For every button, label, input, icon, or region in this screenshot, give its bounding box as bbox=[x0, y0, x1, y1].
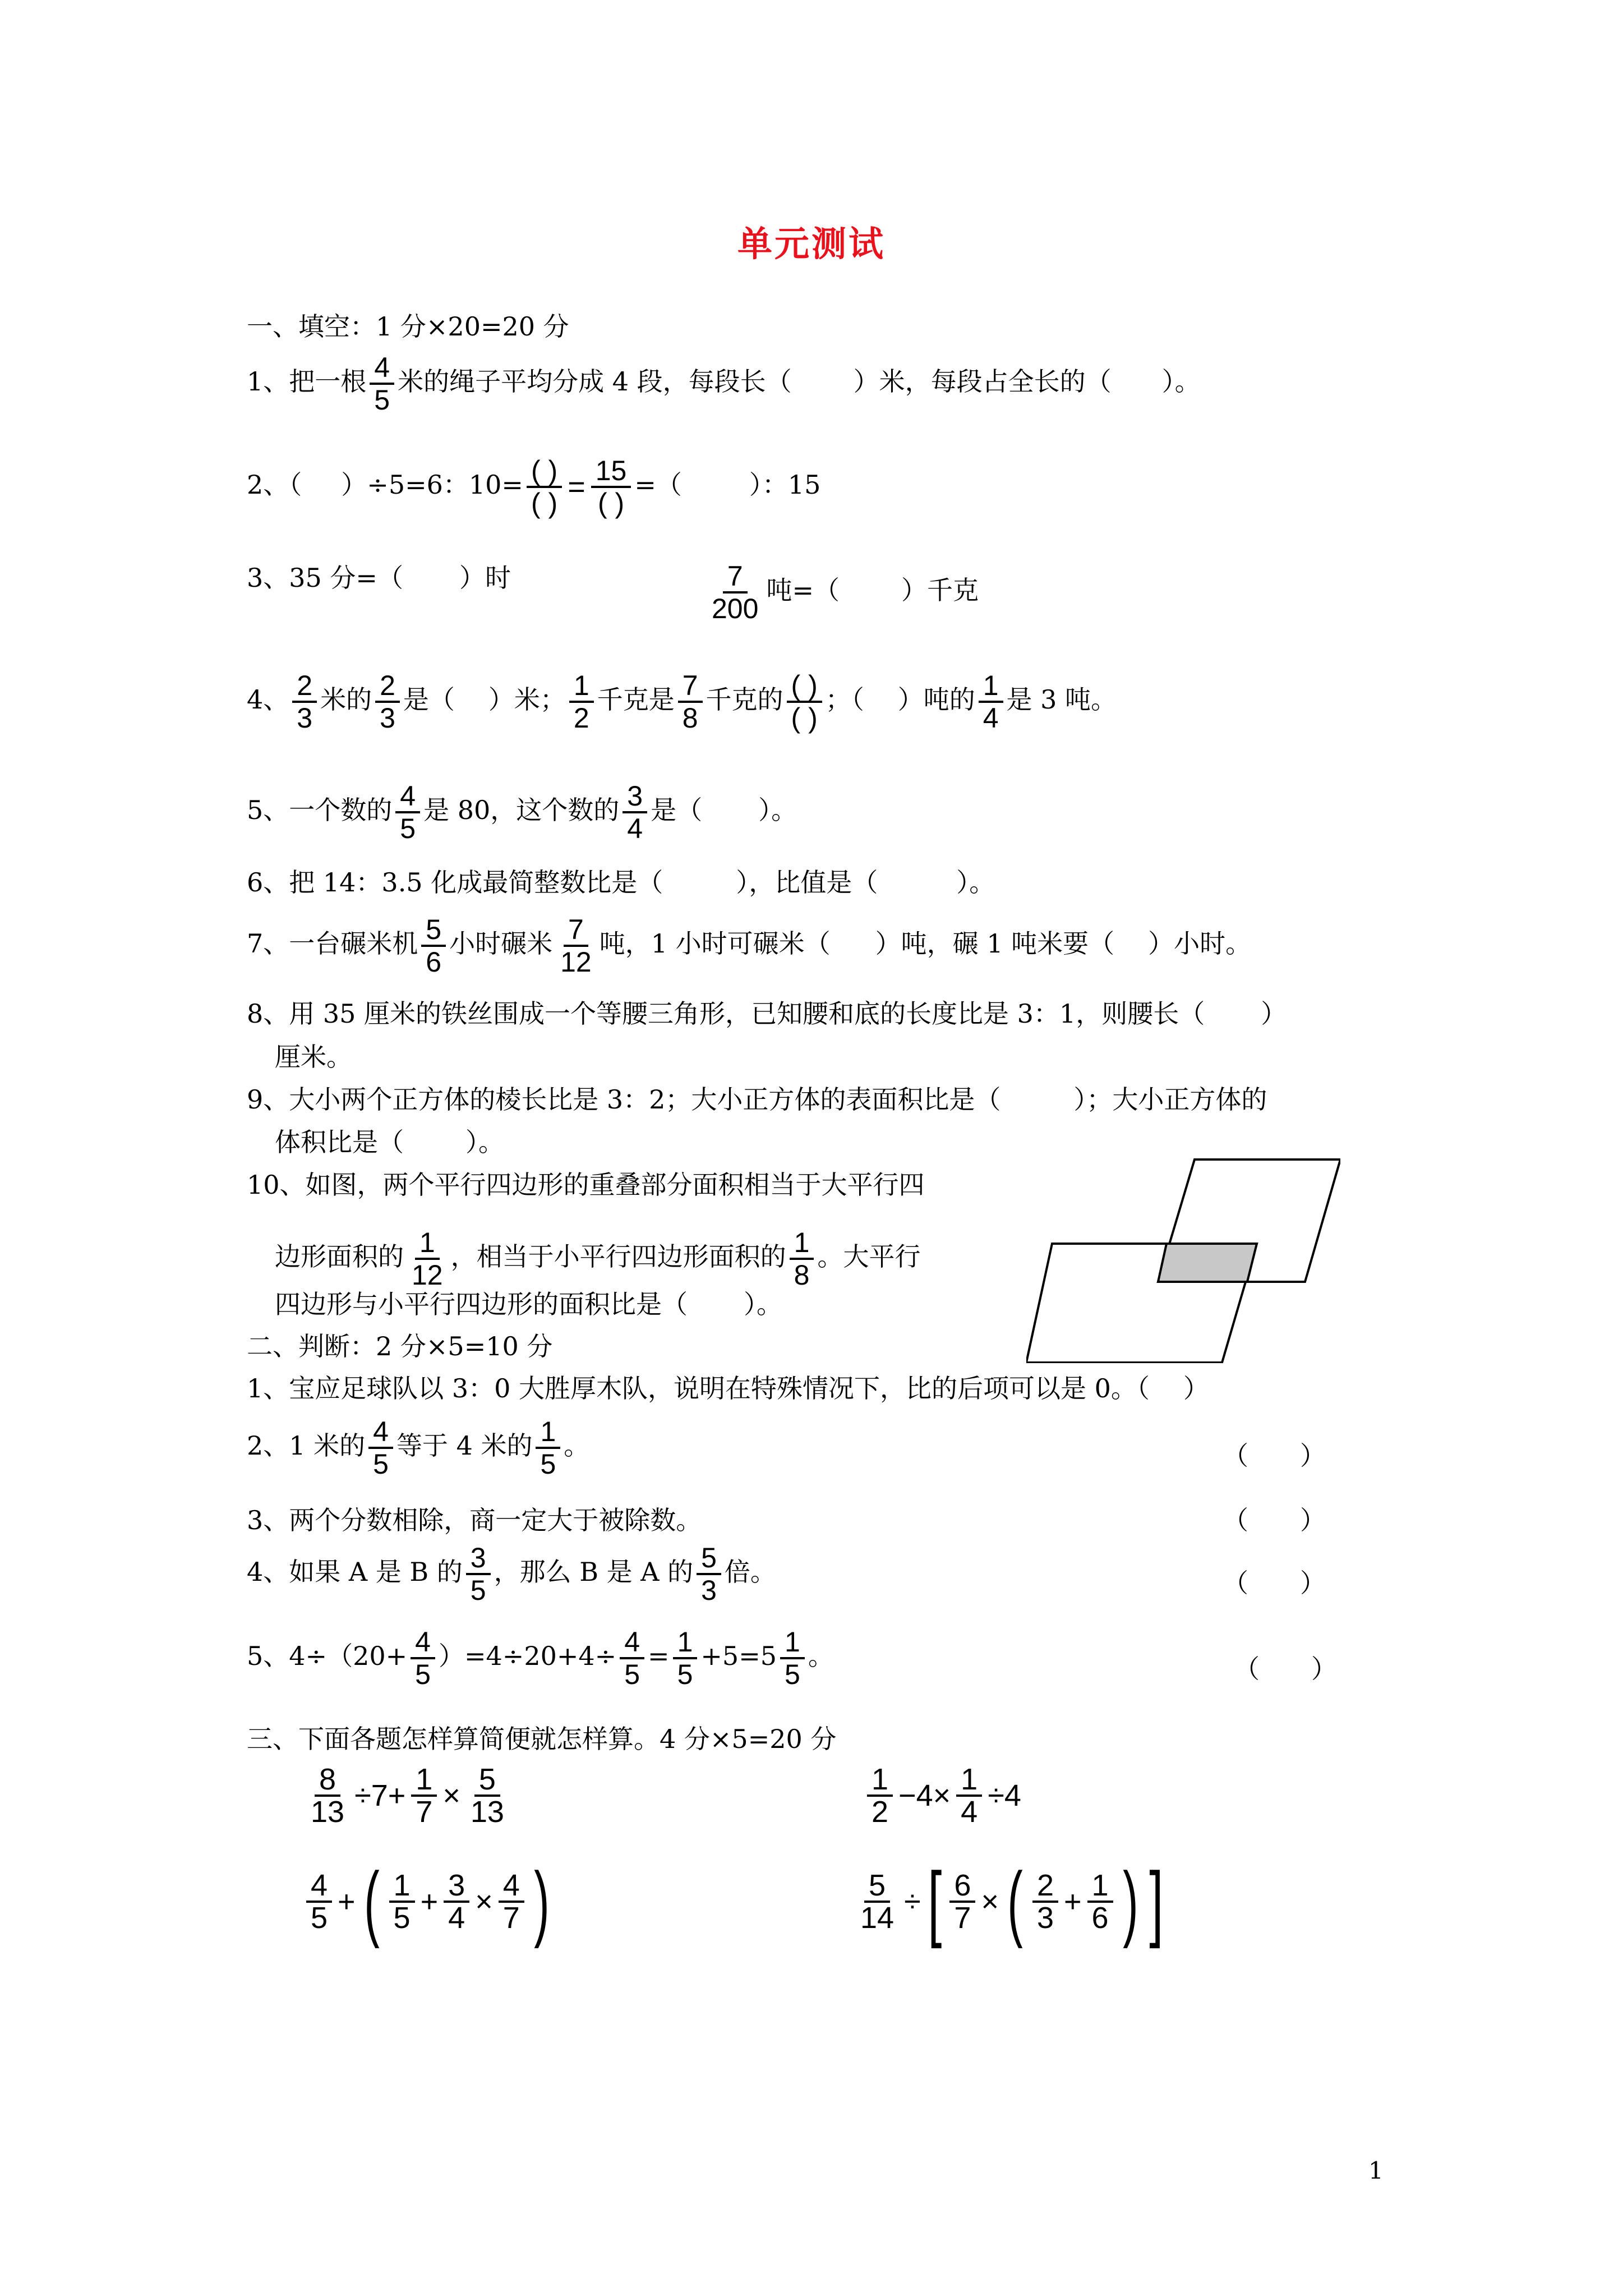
page-number: 1 bbox=[1368, 2157, 1384, 2184]
question-1-10-line2: 边形面积的 $\frac{1}{12}$ ，相当于小平行四边形面积的 $\frac{1}{8}$ 。大平行 bbox=[275, 1227, 921, 1291]
fraction: $\frac{5}{6}$ bbox=[421, 914, 446, 977]
expression-2: $\frac{1}{2}$ −4× $\frac{1}{4}$ ÷4 bbox=[864, 1764, 1023, 1827]
fraction: ( ) ( ) bbox=[787, 670, 822, 733]
section-3-heading: 三、下面各题怎样算简便就怎样算。4 分×5=20 分 bbox=[247, 1724, 837, 1754]
judgment-3-answer[interactable]: （ ） bbox=[1223, 1505, 1326, 1535]
fraction: $\frac{1}{2}$ bbox=[569, 670, 594, 733]
fraction: $\frac{5}{3}$ bbox=[697, 1543, 721, 1605]
fraction: 15 ( ) bbox=[591, 455, 631, 518]
question-1-9: 9、大小两个正方体的棱长比是 3：2；大小正方体的表面积比是（ ）；大小正方体的 bbox=[247, 1084, 1267, 1115]
question-1-1: 1、把一根 $\frac{4}{5}$ 米的绳子平均分成 4 段，每段长（ ）米，每段占全长的（ ）。 bbox=[247, 352, 1201, 416]
question-1-3: 3、35 分=（ ）时 bbox=[247, 563, 511, 593]
question-1-10: 10、如图，两个平行四边形的重叠部分面积相当于大平行四 bbox=[247, 1170, 925, 1200]
judgment-5-answer[interactable]: （ ） bbox=[1234, 1654, 1337, 1684]
expression-1: $\frac{8}{13}$ ÷7+ $\frac{1}{7}$ × $\frac{5}{13}$ bbox=[311, 1763, 504, 1829]
overlap-region bbox=[1158, 1244, 1257, 1282]
fraction: $\frac{4}{5}$ bbox=[395, 781, 420, 844]
judgment-4-answer[interactable]: （ ） bbox=[1223, 1568, 1326, 1598]
fraction: $\frac{4}{5}$ bbox=[411, 1627, 435, 1690]
question-1-5: 5、一个数的 $\frac{4}{5}$ 是 80，这个数的 $\frac{3}{4}$ 是（ ）。 bbox=[247, 780, 797, 844]
question-1-7: 7、一台碾米机 $\frac{5}{6}$ 小时碾米 $\frac{7}{12}$ 吨，1 小时可碾米（ ）吨，碾 1 吨米要（ ）小时。 bbox=[247, 914, 1252, 978]
judgment-4: 4、如果 A 是 B 的 $\frac{3}{5}$ ，那么 B 是 A 的 $\frac{5}{3}$ 倍。 bbox=[247, 1542, 776, 1606]
expression-3: $\frac{4}{5}$ + ( $\frac{1}{5}$ + $\frac{3}{4}$ × $\frac{4}{7}$ ) bbox=[303, 1860, 556, 1944]
fraction: $\frac{4}{5}$ bbox=[620, 1627, 644, 1690]
page-title: 单元测试 bbox=[737, 223, 886, 264]
judgment-2-answer[interactable]: （ ） bbox=[1223, 1441, 1326, 1471]
fraction: $\frac{1}{5}$ bbox=[673, 1627, 698, 1690]
judgment-3: 3、两个分数相除，商一定大于被除数。 bbox=[247, 1505, 702, 1535]
fraction: $\frac{1}{5}$ bbox=[536, 1416, 560, 1479]
question-1-4: 4、 $\frac{2}{3}$ 米的 $\frac{2}{3}$ 是（ ）米； $\frac{1}{2}$ 千克是 $\frac{7}{8}$ 千克的 ( ) ( ) ；（ ）吨的 $\frac{1}{4}$ 是 3 吨。 bbox=[247, 670, 1117, 734]
section-2-heading: 二、判断：2 分×5=10 分 bbox=[247, 1331, 553, 1361]
fraction: $\frac{3}{5}$ bbox=[466, 1543, 491, 1605]
judgment-2: 2、1 米的 $\frac{4}{5}$ 等于 4 米的 $\frac{1}{5}$ 。 bbox=[247, 1416, 590, 1480]
question-1-8-cont: 厘米。 bbox=[275, 1042, 352, 1072]
fraction: $\frac{2}{3}$ bbox=[375, 670, 400, 733]
fraction: $\frac{1}{8}$ bbox=[790, 1227, 814, 1290]
question-1-2: 2、（ ）÷5=6：10= ( ) ( ) = 15 ( ) =（ ）：15 bbox=[247, 455, 821, 519]
fraction: $\frac{7}{12}$ bbox=[560, 914, 592, 978]
fraction: $\frac{1}{4}$ bbox=[979, 670, 1003, 733]
parallelograms-figure bbox=[1026, 1150, 1340, 1363]
fraction: $\frac{7}{8}$ bbox=[678, 670, 703, 733]
fraction: $\frac{1}{12}$ bbox=[412, 1227, 443, 1291]
question-1-10-line3: 四边形与小平行四边形的面积比是（ ）。 bbox=[275, 1289, 782, 1319]
fraction: $\frac{7}{200}$ bbox=[712, 560, 759, 624]
question-1-9-cont: 体积比是（ ）。 bbox=[275, 1127, 504, 1157]
judgment-1: 1、宝应足球队以 3：0 大胜厚木队，说明在特殊情况下，比的后项可以是 0。（ ） bbox=[247, 1373, 1209, 1404]
expression-4: $\frac{5}{14}$ ÷[ $\frac{6}{7}$ × ( $\frac{2}{3}$ + $\frac{1}{6}$ ) ] bbox=[860, 1855, 1163, 1949]
question-1-3b: $\frac{7}{200}$ 吨=（ ）千克 bbox=[704, 561, 979, 624]
fraction: ( ) ( ) bbox=[527, 455, 562, 518]
fraction: $\frac{3}{4}$ bbox=[623, 781, 647, 844]
fraction: $\frac{4}{5}$ bbox=[368, 1416, 393, 1479]
section-1-heading: 一、填空：1 分×20=20 分 bbox=[247, 311, 569, 342]
judgment-5: 5、4÷（20+ $\frac{4}{5}$ ）=4÷20+4÷ $\frac{4}{5}$ = $\frac{1}{5}$ +5=5 $\frac{1}{5}$ 。 bbox=[247, 1626, 834, 1690]
fraction: $\frac{2}{3}$ bbox=[292, 670, 317, 733]
question-1-8: 8、用 35 厘米的铁丝围成一个等腰三角形，已知腰和底的长度比是 3：1，则腰长（ ） bbox=[247, 999, 1287, 1029]
fraction: $\frac{4}{5}$ bbox=[370, 352, 394, 415]
question-1-6: 6、把 14：3.5 化成最简整数比是（ ），比值是（ ）。 bbox=[247, 867, 995, 898]
fraction: $\frac{1}{5}$ bbox=[780, 1627, 805, 1690]
